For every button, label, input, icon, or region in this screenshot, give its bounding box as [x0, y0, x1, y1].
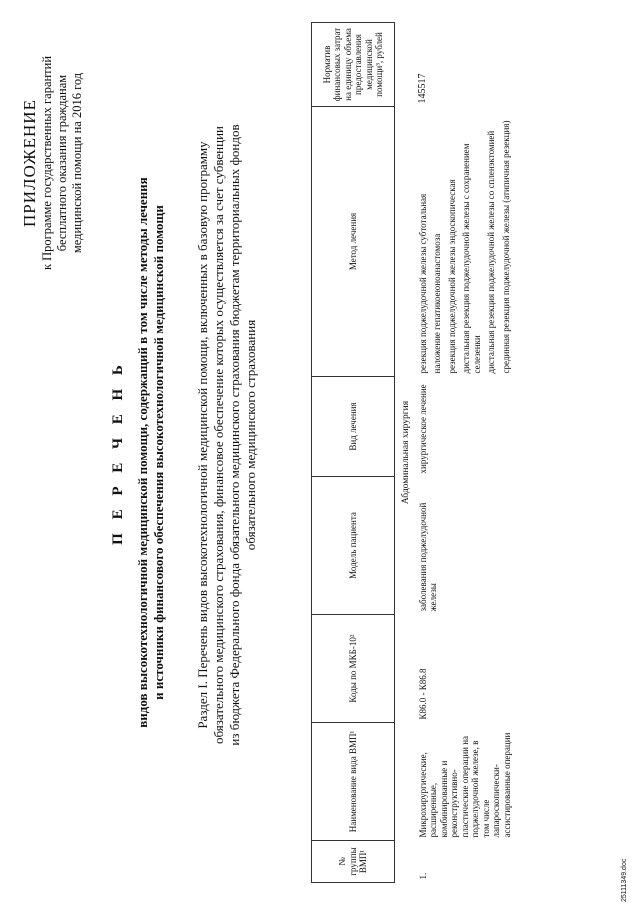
- col-header-norm: Норматив финансовых затрат на единицу объема предоставления медицинской помощи³, рублей: [312, 23, 395, 107]
- col-header-num: № группы ВМП¹: [312, 841, 395, 883]
- section-line: обязательного медицинского страхования: [243, 319, 258, 551]
- appendix-line: медицинской помощи на 2016 год: [70, 72, 84, 254]
- col-header-codes: Коды по МКБ-10²: [312, 615, 395, 723]
- cell-norm: 145517: [416, 73, 428, 104]
- cell-codes: К86.0 - К86.8: [417, 668, 428, 720]
- appendix-heading: ПРИЛОЖЕНИЕ: [20, 99, 39, 227]
- col-header-type: Вид лечения: [312, 377, 395, 477]
- appendix-line: бесплатного оказания гражданам: [55, 74, 69, 252]
- method-item: дистальная резекция поджелудочной железы со спленэктомией: [486, 130, 496, 374]
- appendix-block: [20, 28, 85, 298]
- table-row: [416, 23, 518, 883]
- title-main: П Е Р Е Ч Е Н Ь: [110, 360, 126, 545]
- method-item: наложение гепатикоеюноанастомоза: [432, 233, 442, 374]
- section-line: Раздел I. Перечень видов высокотехнологичной медицинской помощи, включенных в базовую программу: [195, 141, 210, 729]
- section-line: обязательного медицинского страхования, финансовое обеспечение которых осуществляется за счет субвенции: [211, 126, 226, 745]
- document-title: [110, 60, 167, 845]
- title-line: видов высокотехнологичной медицинской помощи, содержащий в том числе методы лечения: [135, 177, 150, 728]
- table-header-row: [312, 23, 395, 883]
- cell-methods: [416, 107, 518, 377]
- chapter-title: Абдоминальная хирургия: [401, 400, 411, 505]
- vmp-table: [311, 22, 517, 883]
- section-heading: [195, 60, 259, 810]
- cell-type: хирургическое лечение: [417, 384, 428, 474]
- cell-model: заболевания поджелудочной железы: [417, 502, 438, 612]
- col-header-name: Наименование вида ВМП¹: [312, 723, 395, 841]
- col-header-method: Метод лечения: [312, 107, 395, 377]
- file-name-footer: 25111349.doc: [621, 858, 628, 902]
- method-item: срединная резекция поджелудочной железы (атипичная резекция): [500, 120, 511, 374]
- method-item: резекция поджелудочной железы эндоскопическая: [446, 179, 457, 374]
- col-header-model: Модель пациента: [312, 477, 395, 615]
- appendix-line: к Программе государственных гарантий: [40, 55, 54, 271]
- cell-name: Микрохирургические, расширенные, комбинированные и реконструктивно-пластические операции на поджелудочной железе, в том числе лапароскопически-ассистированные операции: [417, 732, 512, 838]
- section-line: из бюджета Федерального фонда обязательного медицинского страхования бюджетам территориальных фондов: [227, 124, 242, 746]
- chapter-row: [395, 23, 416, 883]
- title-line: и источники финансового обеспечения высокотехнологичной медицинской помощи: [151, 205, 166, 700]
- cell-num: 1.: [417, 872, 428, 880]
- method-item: дистальная резекция поджелудочной железы с сохранением селезенки: [461, 143, 482, 374]
- method-item: резекция поджелудочной железы субтотальная: [417, 193, 428, 374]
